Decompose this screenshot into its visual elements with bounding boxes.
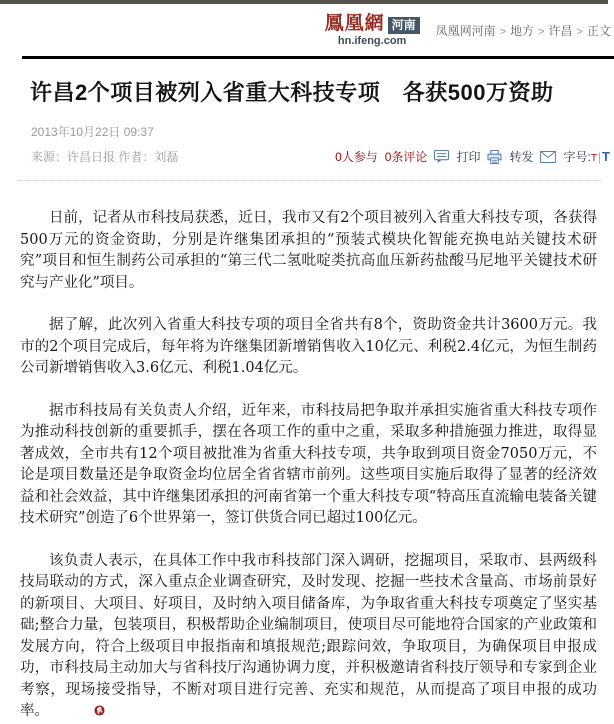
fontsize-decrease-button[interactable]: T <box>590 153 597 164</box>
printer-icon[interactable] <box>487 150 502 164</box>
phoenix-end-icon <box>65 702 105 724</box>
source-line <box>31 148 178 165</box>
article-meta-row <box>31 148 610 165</box>
brand-logo-text: 鳳凰網 <box>324 12 385 34</box>
page-title: 许昌2个项目被列入省重大科技专项 各获500万资助 <box>30 80 554 105</box>
fontsize-increase-button[interactable]: T <box>602 149 610 164</box>
article-toolbar <box>335 148 610 165</box>
author-name: 刘磊 <box>154 150 179 164</box>
source-label: 来源： <box>31 150 68 164</box>
breadcrumb <box>436 22 611 39</box>
breadcrumb-separator: > <box>538 25 545 38</box>
region-badge: 河南 <box>388 17 420 34</box>
site-domain: hn.ifeng.com <box>337 34 407 47</box>
source-link[interactable]: 许昌日报 <box>67 150 116 164</box>
comment-bubble-icon[interactable] <box>434 150 449 163</box>
breadcrumb-separator: > <box>499 25 507 38</box>
breadcrumb-item-city[interactable]: 许昌 <box>548 23 573 38</box>
breadcrumb-separator: > <box>576 25 583 38</box>
meta-divider <box>18 180 601 181</box>
fontsize-label: 字号: <box>563 150 591 164</box>
article-body <box>20 208 597 724</box>
participants-link[interactable]: 0人参与 <box>335 150 378 164</box>
envelope-icon[interactable] <box>540 151 556 163</box>
breadcrumb-item-current: 正文 <box>586 23 611 38</box>
author-label: 作者： <box>118 150 155 164</box>
fontsize-divider: | <box>597 150 602 164</box>
site-header <box>0 4 614 56</box>
comments-link[interactable]: 0条评论 <box>384 150 428 164</box>
breadcrumb-item-region[interactable]: 地方 <box>510 23 535 38</box>
breadcrumb-item-home[interactable]: 凤凰网河南 <box>435 23 496 38</box>
article-paragraph: 日前，记者从市科技局获悉，近日，我市又有2个项目被列入省重大科技专项，各获得500万元的资金资助，分别是许继集团承担的“预装式模块化智能充换电站关键技术研究”项目和恒生制药公司承担的“第三代二氢吡啶类抗高血压新药盐酸马尼地平关键技术研究与产业化”项目。 <box>20 210 597 291</box>
forward-link[interactable]: 转发 <box>509 150 534 164</box>
article-paragraph: 据了解，此次列入省重大科技专项的项目全省共有8个，资助资金共计3600万元。我市的2个项目完成后，每年将为许继集团新增销售收入10亿元、利税2.4亿元，为恒生制药公司新增销售收入3.6亿元、利税1.04亿元。 <box>20 317 597 376</box>
article-datetime: 2013年10月22日 09:37 <box>31 125 154 139</box>
print-link[interactable]: 打印 <box>456 150 481 164</box>
site-logo[interactable] <box>325 14 420 47</box>
header-divider <box>22 56 614 59</box>
article-paragraph: 该负责人表示，在具体工作中我市科技部门深入调研，挖掘项目，采取市、县两级科技局联动的方式，深入重点企业调查研究，及时发现、挖掘一些技术含量高、市场前景好的新项目、大项目、好项目，及时纳入项目储备库，为争取省重大科技专项奠定了坚实基础;整合力量，包装项目，积极帮助企业编制项目，使项目尽可能地符合国家的产业政策和发展方向，符合上级项目申报指南和填报规范;跟踪问效，争取项目，为确保项目申报成功，市科技局主动加大与省科技厅沟通协调力度，并积极邀请省科技厅领导和专家到企业考察，现场接受指导，不断对项目进行完善、充实和规范，从而提高了项目申报的成功率。 <box>20 551 597 724</box>
article-paragraph: 据市科技局有关负责人介绍，近年来，市科技局把争取并承担实施省重大科技专项作为推动科技创新的重要抓手，摆在各项工作的重中之重，采取多种措施强力推进，取得显著成效，全市共有12个项目被批准为省重大科技专项，共争取到项目资金7050万元，不论是项目数量还是争取资金均位居全省省辖市前列。这些项目实施后取得了显著的经济效益和社会效益，其中许继集团承担的河南省第一个重大科技专项“特高压直流输电装备关键技术研究”创造了6个世界第一，签订供货合同已超过100亿元。 <box>20 402 597 526</box>
